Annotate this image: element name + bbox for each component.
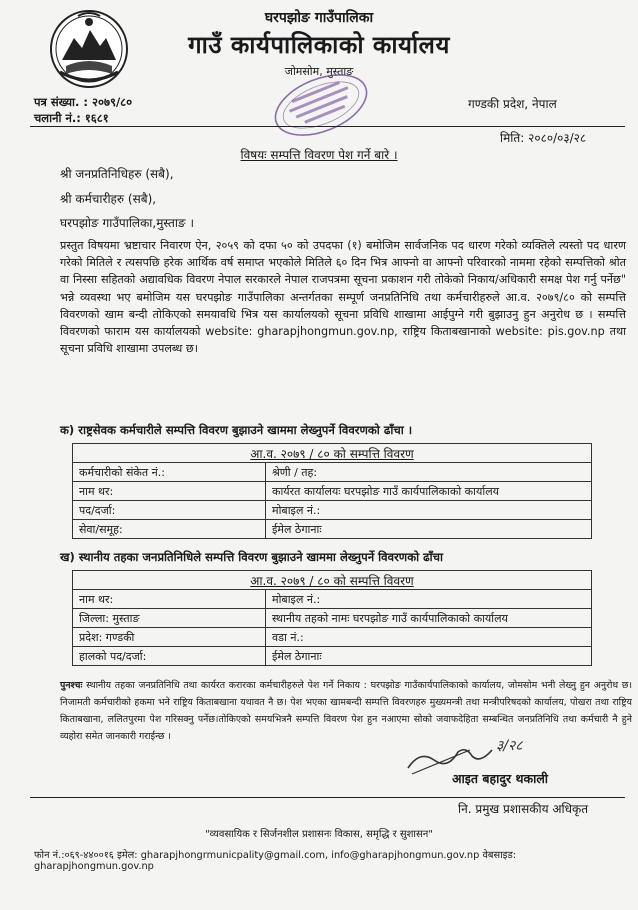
body-paragraph: प्रस्तुत विषयमा भ्रष्टाचार निवारण ऐन, २०५९ को दफा ५० को उपदफा (१) बमोजिम सार्वजनिक पद धारण गरेको व्यक्तिले त्यस्तो पद धारण गरेको मितिले र त्यसपछि हरेक आर्थिक वर्ष समाप्त भएकोले मितिले ६० दिन भित्र आफ्नो वा आफ्नो परिवारको नाममा रहेको सम्पत्तिको श्रोत वा निस्सा सहितको अद्यावधिक विवरण नेपाल सरकारले नेपाल राजपत्रमा सूचना प्रकाशन गरी तोकेको निकाय/अधिकारी समक्ष पेश गर्नु पर्नेछ" भन्ने व्यवस्था भए बमोजिम यस घरपझोङ गाउँपालिका अन्तर्गतका सम्पूर्ण जनप्रतिनिधि तथा कर्मचारीहरुले आ.व. २०७९/८० को सम्पत्ति विवरणको खाम बन्दी तोकिएको समयावधि भित्र यस कार्यालयको सूचना प्रविधि शाखामा आईपुग्ने गरी बुझाउनु हुन अनुरोध छ । सम्पत्ति विवरणको फाराम यस कार्यालयको website: gharapjhongmun.gov.np, राष्ट्रिय किताबखानाको website: pis.gov.np तथा सूचना प्रविधि शाखामा उपलब्ध छ। xyxy=(60,239,626,356)
office-name: गाउँ कार्यपालिकाको कार्यालय xyxy=(188,31,450,59)
section-b-title: ख) स्थानीय तहका जनप्रतिनिधिले सम्पत्ति विवरण बुझाउने खाममा लेख्नुपर्ने विवरणको ढाँचा xyxy=(60,550,444,564)
table-row xyxy=(73,501,592,520)
recipient-line: श्री कर्मचारीहरु (सबै), xyxy=(60,192,157,206)
letter-number: पत्र संख्या. : २०७९/८० xyxy=(34,95,133,109)
postscript-note: पुनश्चः स्थानीय तहका जनप्रतिनिधि तथा कार्यरत करारका कर्मचारीहरुले पेश गर्ने निकाय : घरपझोङ गाउँकार्यपालिकाको कार्यालय, जोमसोम भनी लेख्नु हुन अनुरोध छ। निजामती कर्मचारीको हकमा भने राष्ट्रिय किताबखाना यथावत नै छ। पेश भएका खामबन्दी सम्पत्ति विवरणहरु मुख्यमन्त्री तथा मन्त्रीपरिषदको कार्यालय, पोखरा तथा राष्ट्रिय किताबखाना, ललितपुरमा पेश गरिसक्नु पर्नेछ।तोकिएको समयभित्रनै सम्पत्ति विवरण पेश हुन नआएमा सोको जवाफदेहिता सम्बन्धित जनप्रतिनिधि तथा कर्मचारी नै हुने व्यहोरा समेत जानकारी गराईन्छ । xyxy=(60,680,633,742)
subject-line: विषयः सम्पत्ति विवरण पेश गर्ने बारे । xyxy=(240,148,398,162)
letter-date: मिति: २०८०/०३/२८ xyxy=(500,131,587,145)
table-cell: मोबाइल नं.: xyxy=(266,501,592,520)
table-cell: पद/दर्जा: xyxy=(73,501,266,520)
signature-divider xyxy=(30,797,625,798)
province-address: गण्डकी प्रदेश, नेपाल xyxy=(468,97,557,111)
table-cell: हालको पद/दर्जा: xyxy=(73,647,266,666)
header-divider xyxy=(30,126,625,127)
office-seal-stamp xyxy=(266,70,376,140)
table-cell: ईमेल ठेगानाः xyxy=(266,647,592,666)
table-caption: आ.व. २०७९ / ८० को सम्पत्ति विवरण xyxy=(73,571,592,590)
signatory-designation: नि. प्रमुख प्रशासकीय अधिकृत xyxy=(458,802,589,816)
table-cell: वडा नं.: xyxy=(266,628,592,647)
table-cell: कार्यरत कार्यालयः घरपझोङ गाउँ कार्यपालिकाको कार्यालय xyxy=(266,482,592,501)
table-cell: मोबाइल नं.: xyxy=(266,590,592,609)
section-a-title: क) राष्ट्रसेवक कर्मचारीले सम्पत्ति विवरण बुझाउने खाममा लेख्नुपर्ने विवरणको ढाँचा । xyxy=(60,423,413,437)
table-row xyxy=(73,463,592,482)
table-row xyxy=(73,647,592,666)
table-row xyxy=(73,628,592,647)
table-cell: प्रदेश: गण्डकी xyxy=(73,628,266,647)
table-cell: नाम थर: xyxy=(73,590,266,609)
organization-name: घरपझोङ गाउँपालिका xyxy=(264,10,374,26)
table-cell: स्थानीय तहको नामः घरपझोङ गाउँ कार्यपालिकाको कार्यालय xyxy=(266,609,592,628)
table-cell: श्रेणी / तह: xyxy=(266,463,592,482)
table-row xyxy=(73,482,592,501)
dispatch-number: चलानी नं.: १६८१ xyxy=(34,111,109,125)
table-row xyxy=(73,590,592,609)
table-cell: नाम थर: xyxy=(73,482,266,501)
recipient-line: श्री जनप्रतिनिधिहरु (सबै), xyxy=(60,167,174,181)
recipient-line: घरपझोङ गाउँपालिका,मुस्ताङ । xyxy=(60,216,195,230)
svg-text:३/२८: ३/२८ xyxy=(496,738,523,754)
table-caption: आ.व. २०७९ / ८० को सम्पत्ति विवरण xyxy=(73,444,592,463)
table-cell: सेवा/समूह: xyxy=(73,520,266,539)
table-cell: जिल्ला: मुस्ताङ xyxy=(73,609,266,628)
slogan: "व्यवसायिक र सिर्जनशील प्रशासनः विकास, समृद्धि र सुशासन" xyxy=(205,829,433,840)
section-b-table xyxy=(72,570,592,666)
footer-contact: फोन नं.:०६९-४४००१६ इमेल: gharapjhongrmunicpality@gmail.com, info@gharapjhongmun.gov.np वेबसाइड: gharapjhongmun.gov.np xyxy=(34,850,516,872)
table-row xyxy=(73,609,592,628)
table-row xyxy=(73,520,592,539)
section-a-table xyxy=(72,443,592,539)
signatory-name: आइत बहादुर थकाली xyxy=(452,771,549,786)
table-cell: कर्मचारीको संकेत नं.: xyxy=(73,463,266,482)
table-cell: ईमेल ठेगानाः xyxy=(266,520,592,539)
office-location: जोमसोम, मुस्ताङ xyxy=(284,65,354,78)
